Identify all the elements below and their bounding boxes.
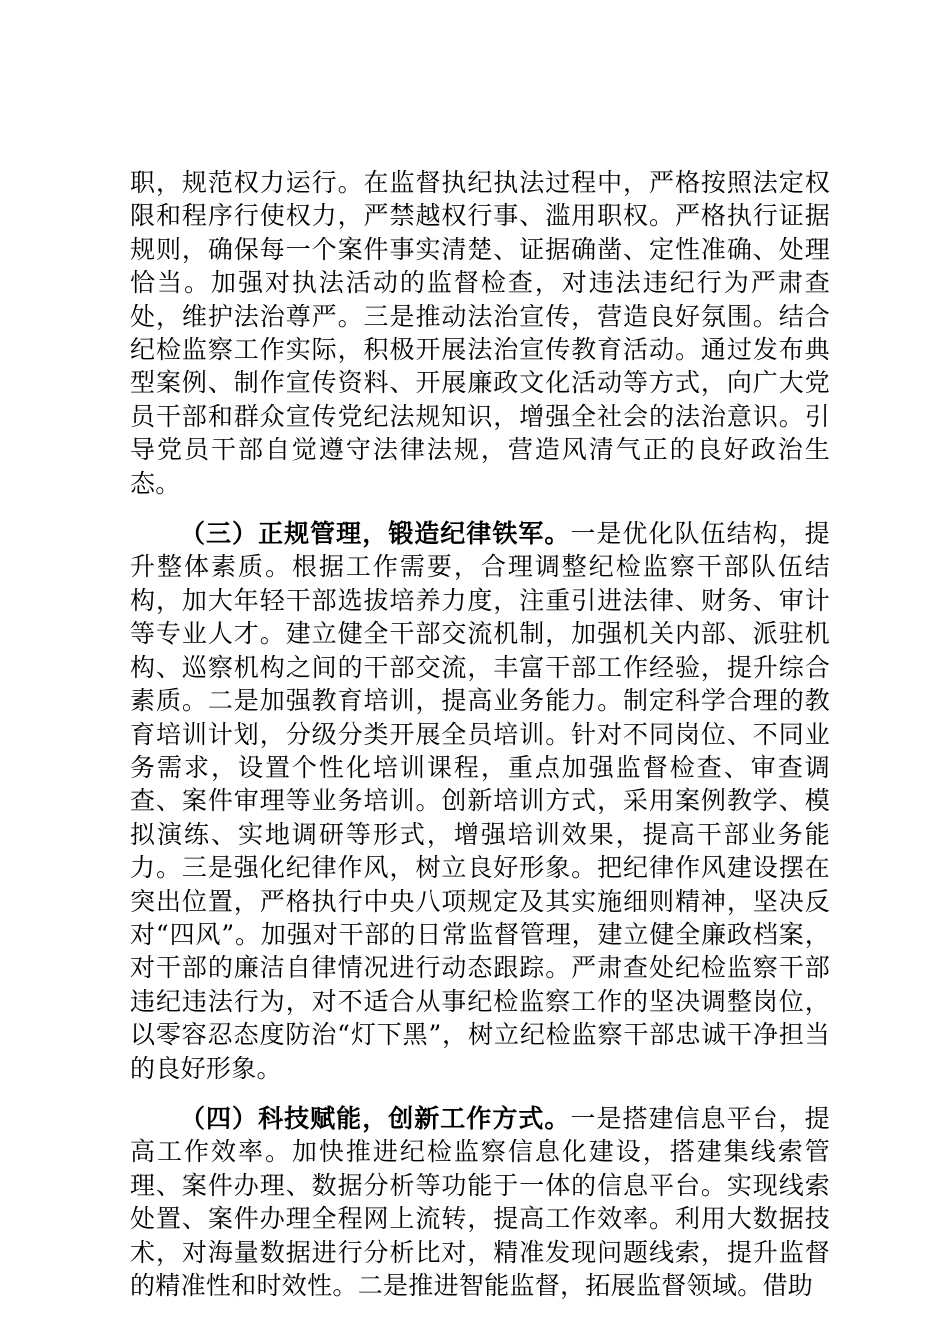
section-heading: （三）正规管理，锻造纪律铁军。 (180, 519, 571, 549)
paragraph-section-4 (130, 1102, 830, 1302)
document-page (130, 166, 830, 1302)
paragraph-continuation (130, 166, 830, 500)
paragraph-text: 一是搭建信息平台，提高工作效率。加快推进纪检监察信息化建设，搭建集线索管理、案件办理、数据分析等功能于一体的信息平台。实现线索处置、案件办理全程网上流转，提高工作效率。利用大数据技术，对海量数据进行分析比对，精准发现问题线索，提升监督的精准性和时效性。二是推进智能监督，拓展监督领域。借助 (130, 1103, 830, 1300)
section-heading: （四）科技赋能，创新工作方式。 (180, 1103, 571, 1133)
paragraph-section-3 (130, 517, 830, 1085)
paragraph-text: 一是优化队伍结构，提升整体素质。根据工作需要，合理调整纪检监察干部队伍结构，加大年轻干部选拔培养力度，注重引进法律、财务、审计等专业人才。建立健全干部交流机制，加强机关内部、派驻机构、巡察机构之间的干部交流，丰富干部工作经验，提升综合素质。二是加强教育培训，提高业务能力。制定科学合理的教育培训计划，分级分类开展全员培训。针对不同岗位、不同业务需求，设置个性化培训课程，重点加强监督检查、审查调查、案件审理等业务培训。创新培训方式，采用案例教学、模拟演练、实地调研等形式，增强培训效果，提高干部业务能力。三是强化纪律作风，树立良好形象。把纪律作风建设摆在突出位置，严格执行中央八项规定及其实施细则精神，坚决反对“四风”。加强对干部的日常监督管理，建立健全廉政档案，对干部的廉洁自律情况进行动态跟踪。严肃查处纪检监察干部违纪违法行为，对不适合从事纪检监察工作的坚决调整岗位，以零容忍态度防治“灯下黑”，树立纪检监察干部忠诚干净担当的良好形象。 (130, 519, 830, 1083)
paragraph-text: 职，规范权力运行。在监督执纪执法过程中，严格按照法定权限和程序行使权力，严禁越权行事、滥用职权。严格执行证据规则，确保每一个案件事实清楚、证据确凿、定性准确、处理恰当。加强对执法活动的监督检查，对违法违纪行为严肃查处，维护法治尊严。三是推动法治宣传，营造良好氛围。结合纪检监察工作实际，积极开展法治宣传教育活动。通过发布典型案例、制作宣传资料、开展廉政文化活动等方式，向广大党员干部和群众宣传党纪法规知识，增强全社会的法治意识。引导党员干部自觉遵守法律法规，营造风清气正的良好政治生态。 (130, 168, 830, 498)
